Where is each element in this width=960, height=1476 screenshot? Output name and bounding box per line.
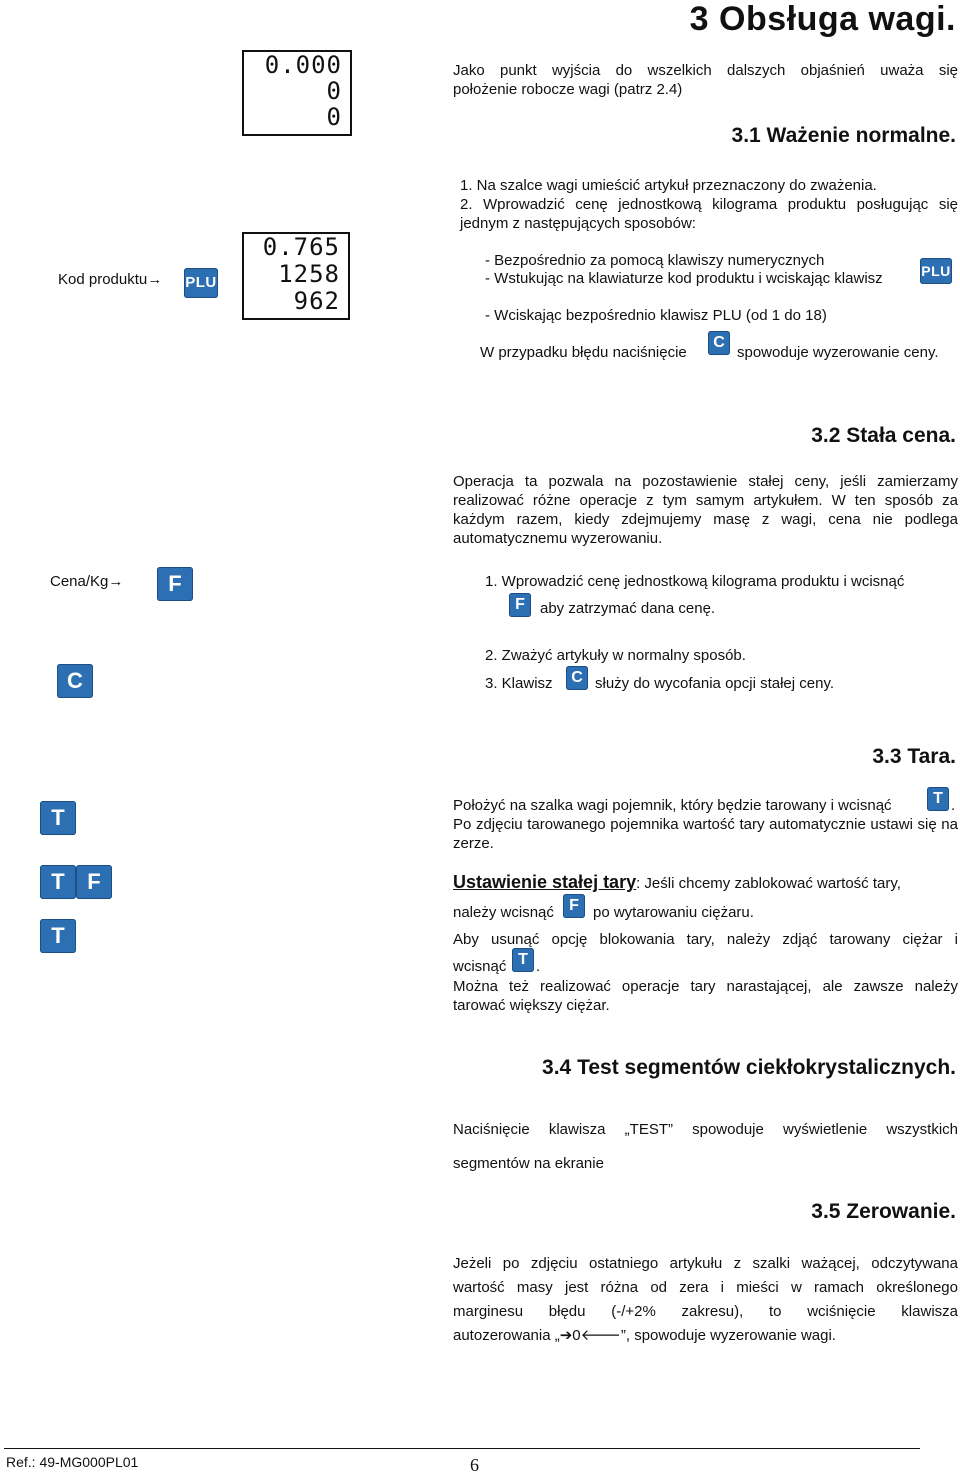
f-key-label: F	[76, 865, 112, 899]
fixed-tare-line	[453, 872, 958, 893]
step-2: 2. Wprowadzić cenę jednostkową kilograma produktu posługując się jednym z następujących sposobów:	[460, 196, 958, 232]
cumulative-tare: Można też realizować operacje tary narastającej, ale zawsze należy tarować większy ciężar.	[453, 978, 958, 1014]
side-label-text: Cena/Kg	[50, 573, 109, 590]
t-key-label: T	[40, 865, 76, 899]
c-key-icon	[566, 666, 588, 690]
error-note-a: W przypadku błędu naciśnięcie	[480, 344, 687, 361]
f-key-icon	[157, 567, 193, 601]
f-key-label: F	[563, 894, 585, 918]
fixed-tare-b: należy wcisnąć	[453, 904, 554, 921]
side-label-text: Kod produktu	[58, 271, 148, 288]
t-key-icon	[512, 948, 534, 972]
lcd-test-line1: Naciśnięcie klawisza „TEST” spowoduje wyświetlenie wszystkich	[453, 1121, 958, 1138]
tare-p1b: .	[951, 797, 956, 814]
f-key-label: F	[157, 567, 193, 601]
tare-p1a: Położyć na szalka wagi pojemnik, który będzie tarowany i wcisnąć	[453, 797, 892, 814]
subsection-title: 3.5 Zerowanie.	[811, 1200, 956, 1223]
fixed-tare-text: : Jeśli chcemy zablokować wartość tary,	[636, 875, 901, 892]
fixed-step-1b: aby zatrzymać dana cenę.	[540, 600, 716, 617]
lcd-test-line2: segmentów na ekranie	[453, 1155, 604, 1172]
side-label-price-per-kg	[50, 572, 123, 591]
subsection-title: 3.1 Ważenie normalne.	[731, 124, 956, 147]
f-key-icon	[563, 894, 585, 918]
lcd-row: 0	[326, 103, 342, 131]
zero-line2: wartość masy jest różna od zera i mieści w ramach określonego	[453, 1279, 958, 1296]
side-label-product-code	[58, 270, 162, 289]
plu-key-icon	[920, 258, 952, 284]
arrow-icon: →	[108, 573, 124, 590]
c-key-label: C	[57, 664, 93, 698]
t-key-icon	[40, 801, 76, 835]
f-key-icon	[509, 593, 531, 617]
fixed-step-3b: służy do wycofania opcji stałej ceny.	[595, 675, 835, 692]
option-2: - Wstukując na klawiaturze kod produktu i wciskając klawisz	[485, 270, 883, 287]
c-key-label: C	[566, 666, 588, 690]
fixed-price-paragraph: Operacja ta pozwala na pozostawienie stałej ceny, jeśli zamierzamy realizować różne operacje z tym samym artykułem. W ten sposób za każdym razem, kiedy zdejmujemy masę z wagi, cena nie podlega automatycznemu wyzerowaniu.	[453, 473, 958, 547]
tare-p2: Po zdjęciu tarowanego pojemnika wartość tary automatycznie ustawi się na zerze.	[453, 816, 958, 852]
lcd-row: 0.765	[262, 233, 340, 261]
lcd-row: 0	[326, 77, 342, 105]
page-number: 6	[470, 1455, 479, 1475]
subsection-title: 3.4 Test segmentów ciekłokrystalicznych.	[542, 1056, 956, 1079]
c-key-label: C	[708, 331, 730, 355]
fixed-tare-c: po wytarowaniu ciężaru.	[593, 904, 754, 921]
lcd-row: 1258	[278, 260, 340, 288]
section-title: 3 Obsługa wagi.	[689, 0, 956, 38]
t-key-icon	[40, 865, 76, 899]
t-key-label: T	[40, 801, 76, 835]
option-3: - Wciskając bezpośrednio klawisz PLU (od 1 do 18)	[485, 307, 827, 324]
t-key-label: T	[927, 787, 949, 811]
intro-line1: Jako punkt wyjścia do wszelkich dalszych objaśnień uważa się	[453, 62, 958, 79]
intro-line2: położenie robocze wagi (patrz 2.4)	[453, 81, 683, 98]
plu-key-label: PLU	[184, 268, 218, 298]
lcd-row: 0.000	[264, 51, 342, 79]
fixed-step-3a: 3. Klawisz	[485, 675, 553, 692]
f-key-icon	[76, 865, 112, 899]
step-1: 1. Na szalce wagi umieścić artykuł przeznaczony do zważenia.	[460, 177, 877, 194]
zero-line1: Jeżeli po zdjęciu ostatniego artykułu z szalki ważącej, odczytywana	[453, 1255, 958, 1272]
lcd-display-price	[242, 232, 350, 320]
remove-tare-b: wcisnąć	[453, 958, 507, 975]
zero-line4: autozerowania „➔0🡐”, spowoduje wyzerowanie wagi.	[453, 1327, 836, 1344]
footer-divider	[4, 1448, 920, 1449]
plu-key-label: PLU	[920, 258, 952, 284]
t-key-label: T	[512, 948, 534, 972]
c-key-icon	[57, 664, 93, 698]
zero-line3: marginesu błędu (-/+2% zakresu), to wciśnięcie klawisza	[453, 1303, 958, 1320]
footer-ref: Ref.: 49-MG000PL01	[6, 1454, 139, 1470]
remove-tare-c: .	[536, 958, 541, 975]
arrow-icon: →	[147, 271, 163, 288]
remove-tare-a: Aby usunąć opcję blokowania tary, należy zdjąć tarowany ciężar i	[453, 931, 958, 948]
plu-key-icon	[184, 268, 218, 298]
subsection-title: 3.3 Tara.	[872, 745, 956, 768]
f-key-label: F	[509, 593, 531, 617]
fixed-step-1: 1. Wprowadzić cenę jednostkową kilograma produktu i wcisnąć	[485, 573, 905, 590]
t-key-icon	[40, 919, 76, 953]
fixed-step-2: 2. Zważyć artykuły w normalny sposób.	[485, 647, 746, 664]
lcd-row: 962	[293, 287, 340, 315]
subsection-title: 3.2 Stała cena.	[811, 424, 956, 447]
t-key-icon	[927, 787, 949, 811]
error-note-b: spowoduje wyzerowanie ceny.	[737, 344, 939, 361]
fixed-tare-heading: Ustawienie stałej tary	[453, 872, 637, 892]
option-1: - Bezpośrednio za pomocą klawiszy numerycznych	[485, 252, 825, 269]
c-key-icon	[708, 331, 730, 355]
t-key-label: T	[40, 919, 76, 953]
lcd-display-zero	[242, 50, 352, 136]
